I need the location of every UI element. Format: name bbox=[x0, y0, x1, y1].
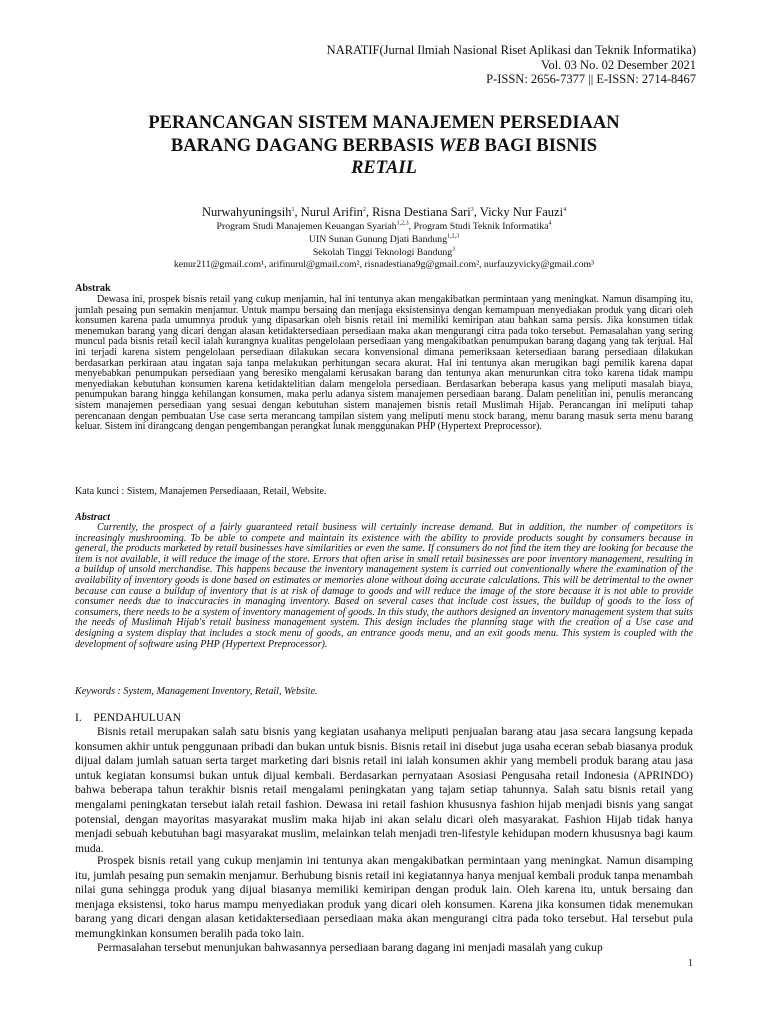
author-2-sup: 2 bbox=[362, 206, 366, 213]
journal-volume: Vol. 03 No. 02 Desember 2021 bbox=[541, 57, 696, 72]
section-1-paragraph-1: Bisnis retail merupakan salah satu bisnis yang kegiatan usahanya meliputi penjualan barang atau jasa secara langsung kepada konsumen akhir untuk penggunaan pribadi dan bukan untuk bisnis. Bisnis retail ini disebut juga usaha eceran sebab biasanya produk dijual dalam jumlah satuan serta target marketing dari bisnis retail ini ialah konsumen akhir yang membeli produk barang atau jasa untuk kegiatan konsumsi bukan untuk dijual kembali. Berdasarkan pernyataan Asosiasi Pengusaha retail Indonesia (APRINDO) bahwa beberapa tahun terakhir bisnis retail mengalami peningkatan yang tajam setiap tahunnya. Salah satu bisnis retail yang mengalami peningkatan tersebut ialah retail fashion. Dewasa ini retail fashion khususnya fashion hijab menjadi bisnis yang sangat potensial, dengan mayoritas masyarakat muslim maka hijab ini akan selalu dicari oleh masyarakat. Fashion Hijab tidak hanya menjadi sebuah kebutuhan bagi masyarakat muslim, melainkan telah menjadi tren-lifestyle kehidupan modern khususnya bagi kaum muda. bbox=[75, 725, 693, 855]
section-1-title: PENDAHULUAN bbox=[93, 711, 181, 724]
author-3: Risna Destiana Sari bbox=[372, 205, 471, 219]
page-number: 1 bbox=[688, 958, 693, 969]
abstract-body: Currently, the prospect of a fairly guaranteed retail business will certainly increase demand. But in addition, the number of competitors is increasingly mushrooming. To be able to compete and maintain its existence with the ability to provide products sought by consumers because in general, the products marketed by retail businesses have similarities or even the same. If consumers do not find the item they are looking for because the item is not available, it will reduce the image of the store. Errors that often arise in small retail businesses are poor inventory management, resulting in a buildup of unsold merchandise. This happens because the inventory management system is carried out conventionally where the examination of the availability of inventory goods is done based on estimates or memories alone without doing accurate calculations. This will be detrimental to the owner because can cause a buildup of inventory that is at risk of damage to goods and will reduce the image of the store because it is not able to provide consumer needs due to inaccuracies in managing inventory. Based on several cases that include cost issues, the buildup of goods to the loss of consumers, there needs to be a system of inventory management of goods. In this study, the authors designed an inventory management system that suits the needs of Muslimah Hijab's retail business management system. This design includes the planning stage with the creation of a Use case and designing a system display that includes a stock menu of goods, an entrance goods menu, and an exit goods menu. This system is coupled with the development of software using PHP (Hypertext Preprocessor). bbox=[75, 522, 693, 650]
affiliation-line-1 bbox=[0, 221, 768, 233]
author-4: Vicky Nur Fauzi bbox=[479, 205, 564, 219]
abstrak-keywords: Kata kunci : Sistem, Manajemen Persediaaan, Retail, Website. bbox=[75, 486, 327, 497]
title-line-2-post: BAGI BISNIS bbox=[479, 135, 598, 156]
author-2: Nurul Arifin bbox=[300, 205, 363, 219]
affiliation-2-text: UIN Sunan Gunung Djati Bandung bbox=[308, 234, 448, 245]
paper-title bbox=[0, 112, 768, 180]
affiliation-3-sup: 3 bbox=[452, 246, 456, 253]
affiliation-2-sup: 1,2,3 bbox=[447, 233, 460, 240]
journal-name: NARATIF(Jurnal Ilmiah Nasional Riset Aplikasi dan Teknik Informatika) bbox=[326, 43, 696, 57]
author-1: Nurwahyuningsih bbox=[201, 205, 292, 219]
abstract-heading: Abstract bbox=[75, 512, 111, 523]
section-1-paragraph-3: Permasalahan tersebut menunjukan bahwasannya persediaan barang dagang ini menjadi masalah yang cukup bbox=[97, 941, 603, 954]
journal-issn: P-ISSN: 2656-7377 || E-ISSN: 2714-8467 bbox=[486, 72, 696, 87]
affiliation-1b-sup: 4 bbox=[548, 220, 552, 227]
title-web: WEB bbox=[438, 135, 480, 156]
author-1-sup: 1 bbox=[291, 206, 295, 213]
affiliation-line-3 bbox=[0, 247, 768, 259]
title-line-1: PERANCANGAN SISTEM MANAJEMEN PERSEDIAAN bbox=[148, 113, 620, 133]
section-1-number: I. bbox=[75, 711, 82, 724]
affiliation-1-sup: 1,2,3 bbox=[396, 220, 409, 227]
author-3-sup: 3 bbox=[470, 206, 474, 213]
abstrak-heading: Abstrak bbox=[75, 283, 111, 294]
title-line-3: RETAIL bbox=[351, 158, 417, 178]
author-emails: kenur211@gmail.com¹, arifinurul@gmail.com², risnadestiana9g@gmail.com², nurfauzyvicky@gmail.com³ bbox=[173, 259, 595, 270]
affiliation-line-2 bbox=[0, 234, 768, 246]
title-line-2 bbox=[0, 135, 768, 158]
section-1-heading bbox=[75, 711, 181, 724]
title-line-2-pre: BARANG DAGANG BERBASIS bbox=[170, 135, 439, 156]
affiliation-1-text: Program Studi Manajemen Keuangan Syariah bbox=[216, 221, 397, 232]
abstract-keywords: Keywords : System, Management Inventory, Retail, Website. bbox=[75, 686, 318, 697]
journal-header bbox=[327, 43, 696, 87]
author-list: Nurwahyuningsih$^1$, Nurul Arifin$^2$, Risna Destiana Sari$^3$, Vicky Nur Fauzi$^4$ bbox=[201, 205, 567, 219]
affiliation-3-text: Sekolah Tinggi Teknologi Bandung bbox=[312, 247, 453, 258]
affiliation-1b-text: , Program Studi Teknik Informatika bbox=[408, 221, 549, 232]
section-1-paragraph-2: Prospek bisnis retail yang cukup menjamin ini tentunya akan mengakibatkan permintaan yang meningkat. Namun disamping itu, jumlah pesaing pun semakin menjamur. Berhubung bisnis retail ini kegiatannya hanya menjual kembali produk tanpa menambah nilai guna sehingga produk yang dijual biasanya memiliki kemiripan dengan produk lain. Oleh karena itu, untuk bersaing dan menjaga eksistensi, toko harus mampu menyediakan produk yang dicari oleh konsumen. Karena jika konsumen tidak menemukan barang yang dicari dengan alasan ketidaktersediaan persediaan maka akan mengurangi citra pada toko tersebut. Hal tersebut pula memungkinkan konsumen beralih pada toko lain. bbox=[75, 854, 693, 940]
author-4-sup: 4 bbox=[563, 206, 567, 213]
abstrak-body: Dewasa ini, prospek bisnis retail yang cukup menjamin, hal ini tentunya akan mengakibatkan permintaan yang meningkat. Namun disamping itu, jumlah pesaing pun semakin menjamur. Untuk mampu bersaing dan menjaga eksistensinya dengan kemampuan menyediakan produk yang dicari oleh konsumen karena pada umumnya produk yang dipasarkan oleh bisnis retail ini memiliki kemiripan atau bahkan sama persis. Jika konsumen tidak menemukan barang yang dicari dengan alasan ketidaktersediaan persediaan maka akan mengurangi citra pada toko tersebut. Pemasalahan yang sering muncul pada bisnis retail kecil ialah kurangnya kualitas pengelolaan persediaan yang mengakibatkan penumpukan barang dagang yang tak terjual. Hal ini terjadi karena sistem pengelolaan persediaan dilakukan secara konvensional dimana pemeriksaan ketersediaan barang persediaan dilakukan berdasarkan perkiraan atau ingatan saja tanpa melakukan perhitungan secara akurat. Hal ini tentunya akan merugikan bagi pemilik karena dapat menyebabkan penumpukan persediaan yang beresiko mengalami kerusakan barang dan tentunya akan menurunkan citra toko karena tidak mampu menyediakan kebutuhan konsumen karena ketidaktelitian dalam mengelola persediaan. Berdasarkan beberapa kasus yang meliputi masalah biaya, penumpukan barang hingga kehilangan konsumen, maka perlu adanya sistem manajemen persediaan barang. Dalam penelitian ini, penulis merancang sistem manajemen persediaan yang sesuai dengan kebutuhan sistem manajemen bisnis retail Muslimah Hijab. Perancangan ini meliputi tahap perencanaan dengan pembuatan Use case serta merancang tampilan sistem yang meliputi menu stock barang, menu barang masuk serta menu barang keluar. Sistem ini dirangcang dengan pengembangan perangkat lunak menggunakan PHP (Hypertext Preprocessor). bbox=[75, 294, 693, 433]
